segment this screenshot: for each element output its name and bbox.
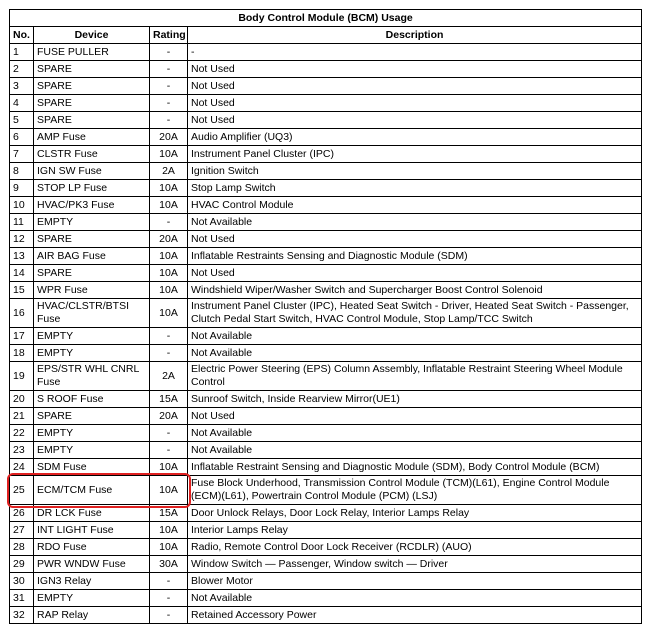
cell-no: 22	[10, 425, 34, 442]
cell-no: 10	[10, 197, 34, 214]
cell-description: Blower Motor	[188, 573, 642, 590]
bcm-usage-table	[9, 9, 642, 624]
cell-rating: -	[150, 328, 188, 345]
table-row	[10, 112, 642, 129]
table-row	[10, 95, 642, 112]
cell-description: Instrument Panel Cluster (IPC)	[188, 146, 642, 163]
cell-no: 15	[10, 282, 34, 299]
cell-description: Not Available	[188, 214, 642, 231]
cell-device: SPARE	[34, 95, 150, 112]
cell-no: 17	[10, 328, 34, 345]
cell-description: Ignition Switch	[188, 163, 642, 180]
cell-device: IGN SW Fuse	[34, 163, 150, 180]
table-row	[10, 214, 642, 231]
cell-no: 1	[10, 44, 34, 61]
cell-device: SPARE	[34, 61, 150, 78]
table-row	[10, 505, 642, 522]
cell-no: 29	[10, 556, 34, 573]
cell-description: Not Used	[188, 265, 642, 282]
cell-device: HVAC/PK3 Fuse	[34, 197, 150, 214]
cell-rating: 10A	[150, 522, 188, 539]
cell-rating: -	[150, 44, 188, 61]
cell-description: Not Available	[188, 425, 642, 442]
table-row	[10, 556, 642, 573]
table-row	[10, 476, 642, 505]
cell-rating: 15A	[150, 391, 188, 408]
cell-description: Inflatable Restraint Sensing and Diagnostic Module (SDM), Body Control Module (BCM)	[188, 459, 642, 476]
cell-device: SDM Fuse	[34, 459, 150, 476]
cell-rating: -	[150, 345, 188, 362]
cell-device: SPARE	[34, 265, 150, 282]
cell-device: WPR Fuse	[34, 282, 150, 299]
cell-no: 13	[10, 248, 34, 265]
cell-description: Radio, Remote Control Door Lock Receiver (RCDLR) (AUO)	[188, 539, 642, 556]
cell-description: HVAC Control Module	[188, 197, 642, 214]
table-row	[10, 425, 642, 442]
table-row	[10, 408, 642, 425]
cell-description: Not Used	[188, 95, 642, 112]
cell-rating: 10A	[150, 282, 188, 299]
table-row	[10, 265, 642, 282]
table-row	[10, 539, 642, 556]
cell-description: Audio Amplifier (UQ3)	[188, 129, 642, 146]
table-row	[10, 345, 642, 362]
table-row	[10, 78, 642, 95]
cell-description: Retained Accessory Power	[188, 607, 642, 624]
cell-rating: -	[150, 78, 188, 95]
cell-no: 20	[10, 391, 34, 408]
cell-device: IGN3 Relay	[34, 573, 150, 590]
cell-device: EPS/STR WHL CNRL Fuse	[34, 362, 150, 391]
cell-rating: 2A	[150, 362, 188, 391]
table-title-row	[10, 10, 642, 27]
cell-rating: 10A	[150, 459, 188, 476]
cell-device: AMP Fuse	[34, 129, 150, 146]
table-row	[10, 299, 642, 328]
cell-rating: 10A	[150, 299, 188, 328]
cell-description: Inflatable Restraints Sensing and Diagnostic Module (SDM)	[188, 248, 642, 265]
cell-no: 23	[10, 442, 34, 459]
cell-rating: 15A	[150, 505, 188, 522]
cell-device: EMPTY	[34, 214, 150, 231]
cell-description: Not Available	[188, 345, 642, 362]
cell-description: Not Used	[188, 78, 642, 95]
cell-no: 12	[10, 231, 34, 248]
cell-device: STOP LP Fuse	[34, 180, 150, 197]
cell-rating: -	[150, 590, 188, 607]
cell-no: 16	[10, 299, 34, 328]
cell-description: Electric Power Steering (EPS) Column Assembly, Inflatable Restraint Steering Wheel Module Control	[188, 362, 642, 391]
cell-rating: -	[150, 112, 188, 129]
cell-description: Not Available	[188, 442, 642, 459]
cell-no: 8	[10, 163, 34, 180]
cell-no: 26	[10, 505, 34, 522]
table-row	[10, 248, 642, 265]
cell-rating: 10A	[150, 265, 188, 282]
cell-device: EMPTY	[34, 345, 150, 362]
table-row	[10, 282, 642, 299]
cell-device: SPARE	[34, 78, 150, 95]
cell-rating: -	[150, 573, 188, 590]
cell-rating: 10A	[150, 476, 188, 505]
table-row	[10, 607, 642, 624]
table-row	[10, 362, 642, 391]
cell-description: Not Used	[188, 61, 642, 78]
cell-rating: -	[150, 607, 188, 624]
cell-description: Not Available	[188, 328, 642, 345]
table-row	[10, 328, 642, 345]
table-row	[10, 129, 642, 146]
cell-description: Not Used	[188, 231, 642, 248]
cell-device: INT LIGHT Fuse	[34, 522, 150, 539]
cell-rating: 20A	[150, 129, 188, 146]
cell-rating: 20A	[150, 231, 188, 248]
cell-description: Door Unlock Relays, Door Lock Relay, Interior Lamps Relay	[188, 505, 642, 522]
cell-device: ECM/TCM Fuse	[34, 476, 150, 505]
cell-rating: 2A	[150, 163, 188, 180]
cell-no: 9	[10, 180, 34, 197]
cell-no: 31	[10, 590, 34, 607]
cell-device: DR LCK Fuse	[34, 505, 150, 522]
table-title: Body Control Module (BCM) Usage	[10, 10, 642, 27]
cell-description: Interior Lamps Relay	[188, 522, 642, 539]
cell-device: EMPTY	[34, 328, 150, 345]
cell-description: Instrument Panel Cluster (IPC), Heated Seat Switch - Driver, Heated Seat Switch - Passenger, Clutch Pedal Start Switch, HVAC Control Module, Stop Lamp/TCC Switch	[188, 299, 642, 328]
table-header-row	[10, 27, 642, 44]
cell-device: SPARE	[34, 408, 150, 425]
table-row	[10, 61, 642, 78]
table-row	[10, 163, 642, 180]
cell-device: RAP Relay	[34, 607, 150, 624]
cell-device: RDO Fuse	[34, 539, 150, 556]
cell-rating: 10A	[150, 180, 188, 197]
cell-description: Windshield Wiper/Washer Switch and Supercharger Boost Control Solenoid	[188, 282, 642, 299]
cell-rating: 10A	[150, 146, 188, 163]
table-row	[10, 180, 642, 197]
cell-device: CLSTR Fuse	[34, 146, 150, 163]
table-row	[10, 459, 642, 476]
cell-device: FUSE PULLER	[34, 44, 150, 61]
table-row	[10, 146, 642, 163]
cell-no: 28	[10, 539, 34, 556]
cell-description: -	[188, 44, 642, 61]
cell-device: EMPTY	[34, 590, 150, 607]
cell-rating: -	[150, 425, 188, 442]
cell-no: 7	[10, 146, 34, 163]
cell-description: Stop Lamp Switch	[188, 180, 642, 197]
cell-device: PWR WNDW Fuse	[34, 556, 150, 573]
cell-device: AIR BAG Fuse	[34, 248, 150, 265]
cell-rating: -	[150, 95, 188, 112]
cell-no: 19	[10, 362, 34, 391]
cell-device: S ROOF Fuse	[34, 391, 150, 408]
cell-rating: 10A	[150, 248, 188, 265]
table-row	[10, 590, 642, 607]
cell-rating: 20A	[150, 408, 188, 425]
cell-description: Fuse Block Underhood, Transmission Control Module (TCM)(L61), Engine Control Module (ECM)(L61), Powertrain Control Module (PCM) (LSJ)	[188, 476, 642, 505]
cell-no: 6	[10, 129, 34, 146]
cell-description: Not Used	[188, 112, 642, 129]
header-description: Description	[188, 27, 642, 44]
cell-no: 4	[10, 95, 34, 112]
header-rating: Rating	[150, 27, 188, 44]
cell-no: 21	[10, 408, 34, 425]
table-body	[10, 44, 642, 624]
cell-description: Window Switch — Passenger, Window switch — Driver	[188, 556, 642, 573]
table-row	[10, 197, 642, 214]
cell-no: 14	[10, 265, 34, 282]
cell-description: Sunroof Switch, Inside Rearview Mirror(UE1)	[188, 391, 642, 408]
cell-no: 25	[10, 476, 34, 505]
cell-device: HVAC/CLSTR/BTSI Fuse	[34, 299, 150, 328]
cell-rating: 10A	[150, 197, 188, 214]
cell-rating: -	[150, 442, 188, 459]
cell-rating: -	[150, 214, 188, 231]
cell-device: EMPTY	[34, 442, 150, 459]
cell-rating: 10A	[150, 539, 188, 556]
cell-no: 18	[10, 345, 34, 362]
cell-device: SPARE	[34, 112, 150, 129]
table-row	[10, 44, 642, 61]
header-no: No.	[10, 27, 34, 44]
table-row	[10, 231, 642, 248]
cell-description: Not Used	[188, 408, 642, 425]
cell-device: SPARE	[34, 231, 150, 248]
header-device: Device	[34, 27, 150, 44]
cell-description: Not Available	[188, 590, 642, 607]
cell-rating: 30A	[150, 556, 188, 573]
cell-no: 11	[10, 214, 34, 231]
cell-no: 2	[10, 61, 34, 78]
cell-device: EMPTY	[34, 425, 150, 442]
cell-no: 5	[10, 112, 34, 129]
cell-no: 30	[10, 573, 34, 590]
cell-no: 24	[10, 459, 34, 476]
table-row	[10, 522, 642, 539]
table-row	[10, 573, 642, 590]
table-row	[10, 442, 642, 459]
cell-no: 32	[10, 607, 34, 624]
table-row	[10, 391, 642, 408]
cell-no: 27	[10, 522, 34, 539]
cell-rating: -	[150, 61, 188, 78]
cell-no: 3	[10, 78, 34, 95]
